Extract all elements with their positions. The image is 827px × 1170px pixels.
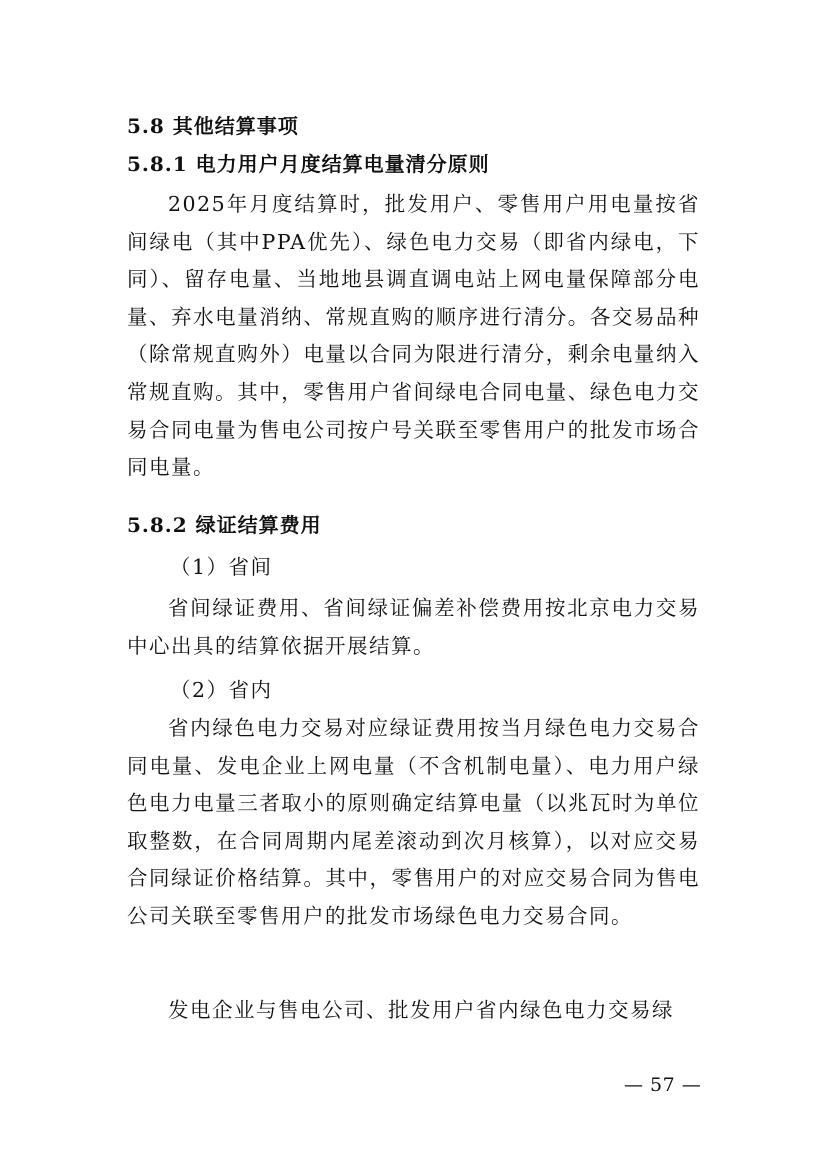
paragraph-settlement-principle xyxy=(127,186,700,487)
item-label-intra-provincial: （2）省内 xyxy=(170,678,273,702)
paragraph-text: 省间绿证费用、省间绿证偏差补偿费用按北京电力交易中心出具的结算依据开展结算。 xyxy=(127,596,700,658)
paragraph-intra-provincial xyxy=(127,710,700,936)
item-label-inter-provincial: （1）省间 xyxy=(170,555,273,579)
paragraph-text: 2025年月度结算时，批发用户、零售用户用电量按省间绿电（其中PPA优先）、绿色电力交易（即省内绿电，下同）、留存电量、当地地县调直调电站上网电量保障部分电量、弃水电量消纳、常规直购的顺序进行清分。各交易品种（除常规直购外）电量以合同为限进行清分，剩余电量纳入常规直购。其中，零售用户省间绿电合同电量、绿色电力交易合同电量为售电公司按户号关联至零售用户的批发市场合同电量。 xyxy=(127,192,700,480)
section-heading-5-8-1: 5.8.1 电力用户月度结算电量清分原则 xyxy=(127,152,490,176)
section-heading-5-8: 5.8 其他结算事项 xyxy=(127,114,299,138)
paragraph-text: 发电企业与售电公司、批发用户省内绿色电力交易绿 xyxy=(168,998,674,1022)
page-number: — 57 — xyxy=(624,1074,702,1096)
paragraph-inter-provincial xyxy=(127,590,700,665)
paragraph-text: 省内绿色电力交易对应绿证费用按当月绿色电力交易合同电量、发电企业上网电量（不含机制电量）、电力用户绿色电力电量三者取小的原则确定结算电量（以兆瓦时为单位取整数，在合同周期内尾差滚动到次月核算），以对应交易合同绿证价格结算。其中，零售用户的对应交易合同为售电公司关联至零售用户的批发市场绿色电力交易合同。 xyxy=(127,716,700,928)
paragraph-tail xyxy=(127,992,700,1030)
section-heading-5-8-2: 5.8.2 绿证结算费用 xyxy=(127,513,322,537)
